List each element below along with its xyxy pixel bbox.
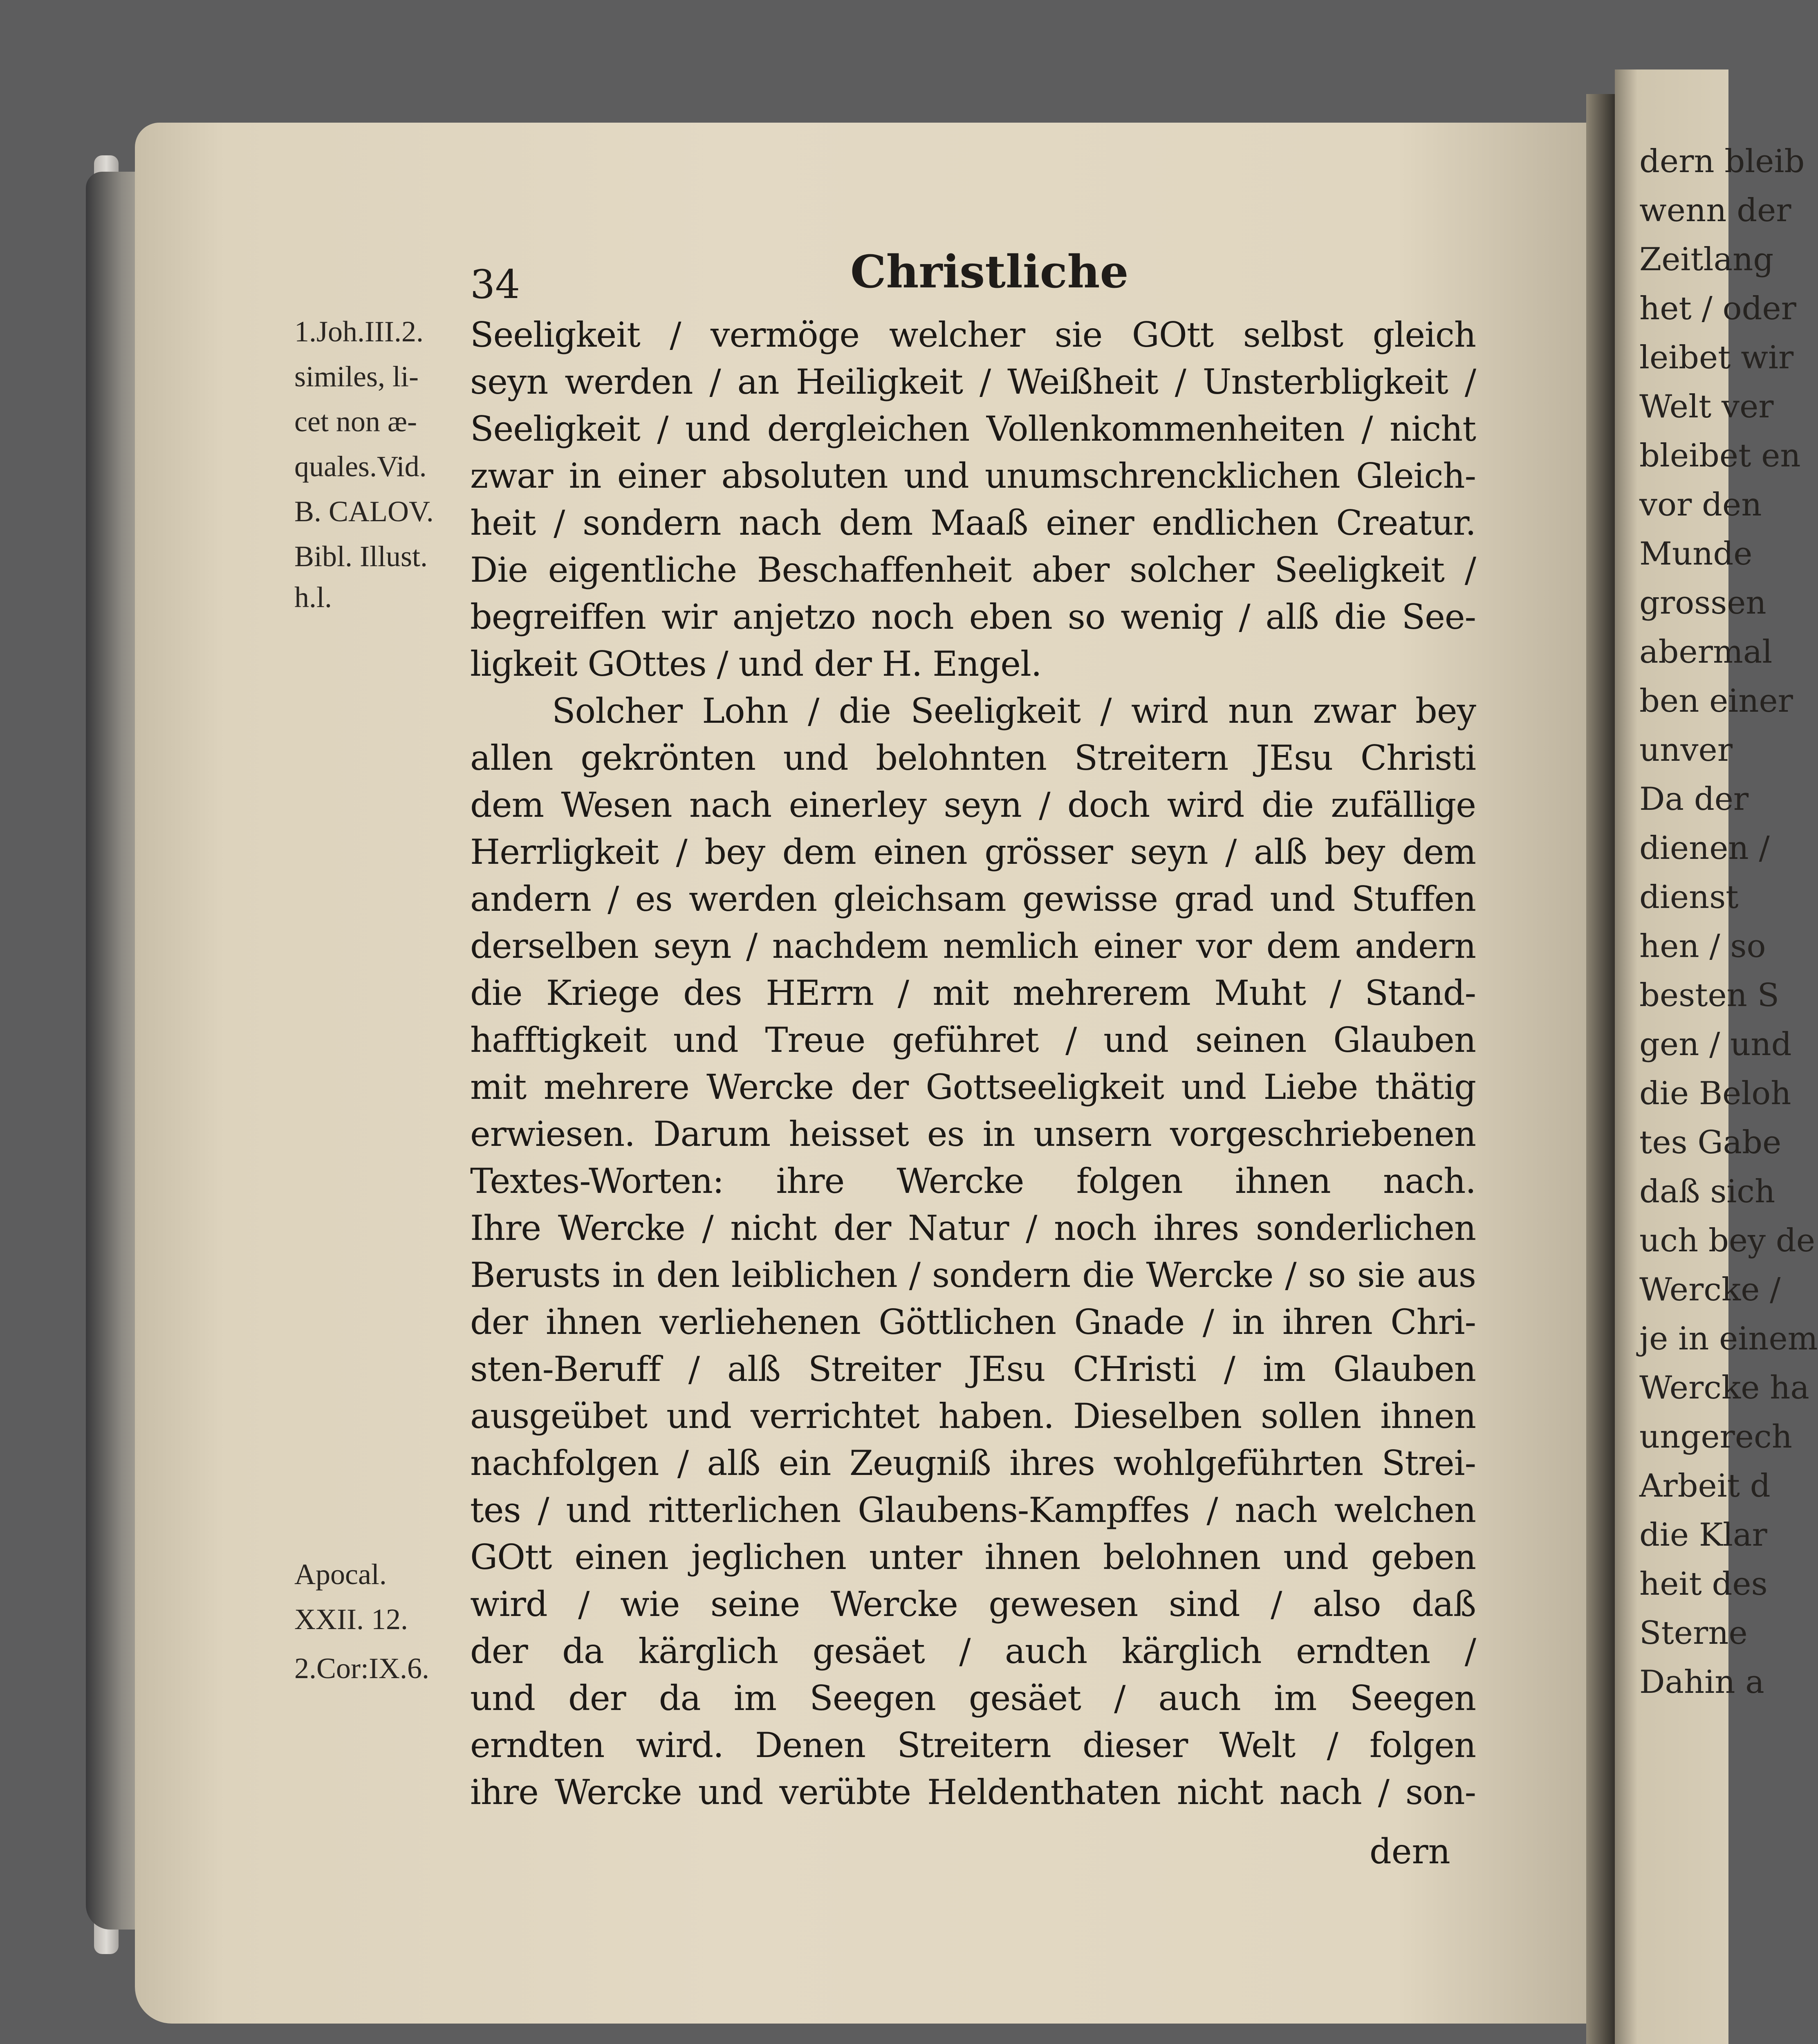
right-page-line: Da der — [1639, 781, 1749, 818]
text-line: sten-Beruff / alß Streiter JEsu CHristi / im Glauben — [470, 1349, 1476, 1389]
margin-note: Apocal. — [294, 1558, 387, 1591]
right-page-line: hen / so — [1639, 928, 1766, 965]
catchword: dern — [1370, 1831, 1450, 1871]
right-page-line: daß sich — [1639, 1173, 1775, 1210]
margin-note: 2.Cor:IX.6. — [294, 1652, 429, 1685]
text-line: derselben seyn / nachdem nemlich einer vor dem andern — [470, 926, 1476, 966]
right-page-line: dienen / — [1639, 830, 1770, 867]
text-line: die Kriege des HErrn / mit mehrerem Muht / Stand- — [470, 973, 1476, 1013]
text-line: erwiesen. Darum heisset es in unsern vorgeschriebenen — [470, 1114, 1476, 1154]
text-line: erndten wird. Denen Streitern dieser Welt / folgen — [470, 1725, 1476, 1765]
text-line: Die eigentliche Beschaffenheit aber solcher Seeligkeit / — [470, 550, 1476, 590]
text-line: Seeligkeit / und dergleichen Vollenkommenheiten / nicht — [470, 409, 1476, 449]
text-line: wird / wie seine Wercke gewesen sind / also daß — [470, 1584, 1476, 1624]
running-head: Christliche — [850, 245, 1129, 298]
margin-note: cet non æ- — [294, 405, 417, 438]
text-line: seyn werden / an Heiligkeit / Weißheit / Unsterbligkeit / — [470, 362, 1476, 402]
text-line: zwar in einer absoluten und unumschrencklichen Gleich- — [470, 456, 1476, 496]
margin-note: B. CALOV. — [294, 495, 434, 528]
text-line: ligkeit GOttes / und der H. Engel. — [470, 644, 1042, 684]
right-page-line: heit des — [1639, 1566, 1768, 1602]
margin-note: h.l. — [294, 581, 332, 614]
text-line: GOtt einen jeglichen unter ihnen belohnen und geben — [470, 1537, 1476, 1577]
margin-note: 1.Joh.III.2. — [294, 315, 424, 348]
text-line: der da kärglich gesäet / auch kärglich erndten / — [470, 1631, 1476, 1671]
text-line: ausgeübet und verrichtet haben. Dieselben sollen ihnen — [470, 1396, 1476, 1436]
right-page-line: Arbeit d — [1639, 1468, 1771, 1504]
right-page-line: uch bey de — [1639, 1222, 1815, 1259]
margin-note: similes, li- — [294, 360, 419, 393]
right-page-line: ben einer — [1639, 683, 1793, 719]
right-page-line: tes Gabe — [1639, 1124, 1782, 1161]
margin-note: Bibl. Illust. — [294, 540, 428, 573]
right-page-line: dern bleib — [1639, 143, 1805, 180]
text-line: nachfolgen / alß ein Zeugniß ihres wohlgeführten Strei- — [470, 1443, 1476, 1483]
text-line: Herrligkeit / bey dem einen grösser seyn / alß bey dem — [470, 832, 1476, 872]
text-line: und der da im Seegen gesäet / auch im Seegen — [470, 1678, 1476, 1718]
text-line: der ihnen verliehenen Göttlichen Gnade / in ihren Chri- — [470, 1302, 1476, 1342]
text-line: Seeligkeit / vermöge welcher sie GOtt selbst gleich — [470, 315, 1476, 355]
margin-note: quales.Vid. — [294, 450, 427, 483]
right-page-line: Dahin a — [1639, 1664, 1764, 1701]
text-line: Solcher Lohn / die Seeligkeit / wird nun zwar bey — [552, 691, 1476, 731]
text-line: andern / es werden gleichsam gewisse grad und Stuffen — [470, 879, 1476, 919]
right-page-line: Munde — [1639, 536, 1753, 572]
text-line: Berusts in den leiblichen / sondern die Wercke / so sie aus — [470, 1255, 1476, 1295]
right-page-line: bleibet en — [1639, 437, 1801, 474]
text-line: hafftigkeit und Treue geführet / und seinen Glauben — [470, 1020, 1476, 1060]
text-line: heit / sondern nach dem Maaß einer endlichen Creatur. — [470, 503, 1476, 543]
text-line: ihre Wercke und verübte Heldenthaten nicht nach / son- — [470, 1772, 1476, 1812]
right-page-line: dienst — [1639, 879, 1739, 916]
right-page-line: wenn der — [1639, 192, 1791, 229]
right-page-line: Sterne — [1639, 1615, 1748, 1652]
text-line: dem Wesen nach einerley seyn / doch wird die zufällige — [470, 785, 1476, 825]
right-page-line: vor den — [1639, 486, 1762, 523]
text-line: allen gekrönten und belohnten Streitern JEsu Christi — [470, 738, 1476, 778]
right-page-line: gen / und — [1639, 1026, 1792, 1063]
right-page-line: je in einem — [1639, 1320, 1818, 1357]
right-page-line: die Beloh — [1639, 1075, 1791, 1112]
text-line: Ihre Wercke / nicht der Natur / noch ihres sonderlichen — [470, 1208, 1476, 1248]
right-page-line: leibet wir — [1639, 339, 1794, 376]
right-page-line: het / oder — [1639, 290, 1796, 327]
right-page-line: Welt ver — [1639, 388, 1774, 425]
margin-note: XXII. 12. — [294, 1603, 408, 1636]
right-page-line: Zeitlang — [1639, 241, 1774, 278]
text-line: tes / und ritterlichen Glaubens-Kampffes / nach welchen — [470, 1490, 1476, 1530]
right-page-line: abermal — [1639, 634, 1773, 670]
text-line: mit mehrere Wercke der Gottseeligkeit und Liebe thätig — [470, 1067, 1476, 1107]
right-page-fragment — [1615, 69, 1818, 2044]
right-page-line: Wercke ha — [1639, 1369, 1809, 1406]
right-page-line: Wercke / — [1639, 1271, 1781, 1308]
right-page-line: grossen — [1639, 585, 1766, 621]
right-page-line: unver — [1639, 732, 1733, 769]
text-line: begreiffen wir anjetzo noch eben so wenig / alß die See- — [470, 597, 1476, 637]
right-page-line: die Klar — [1639, 1517, 1767, 1553]
page-number: 34 — [470, 262, 520, 307]
right-page-line: besten S — [1639, 977, 1780, 1014]
right-page-line: ungerech — [1639, 1419, 1792, 1455]
text-line: Textes-Worten: ihre Wercke folgen ihnen nach. — [470, 1161, 1476, 1201]
